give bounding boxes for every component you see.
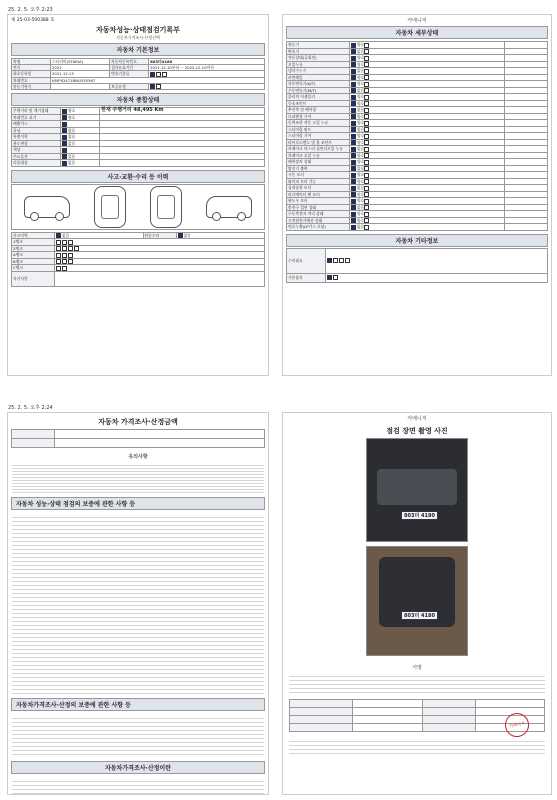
status-label: 양호 bbox=[357, 191, 365, 197]
row-label: 최초등록일 bbox=[12, 71, 51, 78]
detail-item-label: 동력조향 작동 오일 누유 bbox=[287, 120, 350, 127]
checkbox[interactable] bbox=[364, 95, 369, 100]
checkbox[interactable] bbox=[333, 275, 338, 280]
record-subtitle: 자동차가격조사·산정선택 bbox=[116, 35, 160, 40]
checkbox[interactable] bbox=[162, 72, 167, 77]
status-label: 양호 bbox=[357, 211, 365, 216]
checkbox[interactable] bbox=[68, 259, 73, 264]
checkbox[interactable] bbox=[339, 258, 344, 263]
checkbox[interactable] bbox=[150, 72, 155, 77]
row-label: 차대번호 bbox=[12, 77, 51, 83]
inspection-record-page2 bbox=[282, 14, 552, 376]
checkbox[interactable] bbox=[364, 101, 369, 106]
detail-item-label: 구동축전지 격리 상태 bbox=[287, 211, 350, 218]
row-label: 특기사항 bbox=[12, 271, 55, 286]
mark-label: 없음 bbox=[183, 232, 191, 238]
plate-front: 803더 4180 bbox=[401, 511, 438, 520]
checkbox[interactable] bbox=[333, 258, 338, 263]
blank-cell bbox=[55, 430, 265, 439]
checkbox[interactable] bbox=[351, 186, 356, 191]
section-overall: 자동차 종합상태 bbox=[11, 93, 265, 106]
mark-label: 없음 bbox=[68, 134, 76, 139]
checkbox[interactable] bbox=[62, 109, 67, 114]
status-label: 양호 bbox=[357, 159, 365, 164]
checkbox[interactable] bbox=[62, 115, 67, 120]
section-price-definition: 자동차가격조사·산정이란 bbox=[11, 761, 265, 774]
checkbox[interactable] bbox=[364, 69, 369, 74]
plate-rear: 803더 4180 bbox=[401, 611, 438, 620]
mileage-label: 현재 주행거리 bbox=[101, 107, 132, 114]
blank-cell bbox=[12, 430, 55, 439]
row-label: 배출가스 bbox=[12, 121, 61, 128]
checkbox[interactable] bbox=[156, 72, 161, 77]
detail-item-label: 등속조인트 bbox=[287, 100, 350, 107]
status-label: 양호 bbox=[357, 74, 365, 80]
row-label: 2랭크 bbox=[12, 245, 55, 252]
checkbox[interactable] bbox=[62, 122, 67, 127]
blank-cell bbox=[422, 724, 475, 732]
first-reg-value: 2021.12.13 bbox=[51, 71, 110, 78]
checkbox[interactable] bbox=[327, 275, 332, 280]
checkbox[interactable] bbox=[364, 199, 369, 204]
status-label: 양호 bbox=[357, 217, 365, 223]
doc-number: 제 25-03-500388 호 bbox=[11, 18, 55, 23]
checkbox[interactable] bbox=[364, 108, 369, 113]
checkbox[interactable] bbox=[351, 212, 356, 217]
status-label: 양호 bbox=[357, 113, 365, 119]
grille-shape bbox=[377, 469, 457, 505]
mark-label: 양호 bbox=[68, 108, 76, 113]
checkbox[interactable] bbox=[56, 259, 61, 264]
row-label: C랭크 bbox=[12, 265, 55, 272]
status-label: 양호 bbox=[357, 81, 365, 86]
row-label: 용도변경 bbox=[12, 140, 61, 147]
footer-text bbox=[289, 738, 545, 756]
checkbox[interactable] bbox=[364, 173, 369, 178]
status-label: 없음 bbox=[357, 185, 365, 190]
rear-photo bbox=[366, 546, 468, 656]
blank-cell bbox=[353, 716, 423, 724]
checkbox[interactable] bbox=[62, 259, 67, 264]
status-label: 양호 bbox=[357, 198, 365, 203]
mileage-value: 48,495 Km bbox=[133, 107, 164, 114]
status-label: 양호 bbox=[357, 55, 365, 60]
notice-text bbox=[12, 463, 264, 493]
checkbox[interactable] bbox=[351, 108, 356, 113]
blank-cell bbox=[353, 700, 423, 708]
checkbox[interactable] bbox=[364, 62, 369, 67]
detail-table bbox=[286, 41, 548, 231]
row-label: 주요옵션 bbox=[12, 153, 61, 160]
price-warranty-text bbox=[12, 715, 264, 757]
status-label: 없음 bbox=[357, 224, 365, 229]
blank-cell bbox=[422, 716, 475, 724]
status-label: 양호 bbox=[357, 61, 365, 67]
sign-title: 서명 bbox=[412, 665, 422, 671]
car-side-icon bbox=[24, 196, 70, 218]
checkbox[interactable] bbox=[351, 218, 356, 223]
row-label: 리콜대상 bbox=[12, 160, 61, 167]
basic-info-table bbox=[11, 58, 265, 90]
notice-page bbox=[7, 412, 269, 795]
timestamp-bottom: 25. 2. 5. 오후 2:24 bbox=[8, 405, 53, 411]
checkbox[interactable] bbox=[351, 225, 356, 230]
status-label: 없음 bbox=[357, 126, 365, 132]
car-side-icon bbox=[206, 196, 252, 218]
row-label: 특별이력 bbox=[12, 134, 61, 141]
mark-label: 없음 bbox=[62, 232, 70, 238]
row-label: A랭크 bbox=[12, 252, 55, 259]
section-price-warranty: 자동차가격조사·산정의 보증에 관한 사항 등 bbox=[11, 698, 265, 711]
checkbox[interactable] bbox=[351, 82, 356, 87]
blank-cell bbox=[290, 716, 353, 724]
detail-item-label: 스티어링 기어 bbox=[287, 133, 350, 140]
row-label: 자동차등록번호 bbox=[110, 59, 149, 65]
detail-item-label: 연료누출(LP가스 포함) bbox=[287, 224, 350, 231]
row-label: 단순수리 bbox=[143, 232, 176, 239]
checkbox[interactable] bbox=[364, 88, 369, 93]
detail-item-label: 고전원전기배선 상태 bbox=[287, 217, 350, 224]
checkbox[interactable] bbox=[364, 56, 369, 61]
checkbox[interactable] bbox=[56, 240, 61, 245]
checkbox[interactable] bbox=[351, 205, 356, 210]
status-label: 없음 bbox=[357, 68, 365, 73]
checkbox[interactable] bbox=[364, 140, 369, 145]
checkbox[interactable] bbox=[351, 160, 356, 165]
detail-item-label: 타이로드엔드 및 볼 조인트 bbox=[287, 139, 350, 146]
checkbox[interactable] bbox=[351, 95, 356, 100]
front-photo bbox=[366, 438, 468, 542]
detail-item-label: 추진축 및 베어링 bbox=[287, 107, 350, 114]
status-label: 없음 bbox=[357, 107, 365, 112]
section-warranty: 자동차 성능·상태 점검의 보증에 관한 사항 등 bbox=[11, 497, 265, 510]
checkbox[interactable] bbox=[62, 128, 67, 133]
checkbox[interactable] bbox=[364, 179, 369, 184]
status-label: 양호 bbox=[357, 172, 365, 177]
plate-value: 803더4180 bbox=[149, 59, 265, 65]
blank-cell bbox=[55, 271, 265, 286]
checkbox[interactable] bbox=[364, 186, 369, 191]
notice-title: 유의사항 bbox=[128, 454, 148, 460]
status-label: 양호 bbox=[357, 42, 365, 47]
status-label: 없음 bbox=[357, 146, 365, 151]
mark-label: 있음 bbox=[68, 153, 76, 159]
checkbox[interactable] bbox=[68, 240, 73, 245]
row-label: 차대번호 표기 bbox=[12, 114, 61, 121]
other-table bbox=[286, 248, 548, 283]
checkbox[interactable] bbox=[74, 246, 79, 251]
checkbox[interactable] bbox=[364, 212, 369, 217]
checkbox[interactable] bbox=[364, 49, 369, 54]
warranty-checks bbox=[149, 83, 265, 90]
checkbox[interactable] bbox=[364, 43, 369, 48]
timestamp-top: 25. 2. 5. 오후 2:23 bbox=[8, 7, 53, 13]
status-label: 양호 bbox=[357, 120, 365, 125]
checkbox[interactable] bbox=[351, 192, 356, 197]
row-label: 수리필요 bbox=[287, 248, 326, 273]
checkbox[interactable] bbox=[62, 253, 67, 258]
checkbox[interactable] bbox=[351, 166, 356, 171]
overall-table bbox=[11, 107, 265, 167]
checkbox[interactable] bbox=[56, 246, 61, 251]
checkbox[interactable] bbox=[364, 127, 369, 132]
blank-cell bbox=[290, 700, 353, 708]
checkbox[interactable] bbox=[351, 199, 356, 204]
blank-cell bbox=[290, 708, 353, 716]
checkbox[interactable] bbox=[351, 101, 356, 106]
blank-cell bbox=[100, 160, 265, 167]
detail-item-label: 스티어링 펌프 bbox=[287, 126, 350, 133]
row-label: 보증유형 bbox=[110, 83, 149, 90]
detail-item-label: 브레이크 마스터 실린더오일 누유 bbox=[287, 146, 350, 153]
detail-item-label: 시동 모터 bbox=[287, 172, 350, 179]
detail-item-label: 변속기 bbox=[287, 48, 350, 55]
blank-cell bbox=[475, 700, 545, 708]
company-stamp: 카매니저 bbox=[503, 711, 531, 739]
checkbox[interactable] bbox=[364, 160, 369, 165]
checkbox[interactable] bbox=[364, 147, 369, 152]
car-top-icon bbox=[94, 186, 126, 228]
detail-item-label: 오일누유 bbox=[287, 61, 350, 68]
checkbox[interactable] bbox=[178, 233, 183, 238]
detail-item-label: 수동변속기(M/T) bbox=[287, 87, 350, 94]
section-basic-info: 자동차 기본정보 bbox=[11, 43, 265, 56]
section-detail: 자동차 세부상태 bbox=[286, 26, 548, 39]
status-label: 양호 bbox=[357, 152, 365, 158]
checkbox[interactable] bbox=[364, 153, 369, 158]
checkbox[interactable] bbox=[62, 135, 67, 140]
mark-label: 없음 bbox=[68, 140, 76, 146]
detail-row bbox=[287, 224, 548, 231]
checkbox[interactable] bbox=[351, 49, 356, 54]
checkbox[interactable] bbox=[62, 141, 67, 146]
blank-cell bbox=[422, 700, 475, 708]
checkbox[interactable] bbox=[68, 246, 73, 251]
sign-text bbox=[289, 673, 545, 695]
checkbox[interactable] bbox=[364, 192, 369, 197]
detail-item-label: 발전기 출력 bbox=[287, 165, 350, 172]
photo-page bbox=[282, 412, 552, 795]
checkbox[interactable] bbox=[351, 75, 356, 80]
row-label: 변속기종류 bbox=[110, 71, 149, 78]
status-label: 없음 bbox=[357, 87, 365, 93]
row-label: 색상 bbox=[12, 147, 61, 154]
car-bottom-icon bbox=[150, 186, 182, 228]
checkbox[interactable] bbox=[351, 179, 356, 184]
accident-table bbox=[11, 232, 265, 287]
blank-cell bbox=[505, 224, 548, 231]
detail-item-label: 배력장치 상태 bbox=[287, 159, 350, 166]
vin-value: KMFYD471BNU035367 bbox=[51, 77, 265, 83]
definition-text bbox=[12, 778, 264, 795]
checkbox[interactable] bbox=[364, 205, 369, 210]
detail-status bbox=[350, 224, 505, 231]
status-label: 없음 bbox=[357, 204, 365, 210]
checkbox[interactable] bbox=[351, 88, 356, 93]
engine-type-value bbox=[51, 83, 110, 90]
detail-item-label: 라디에이터 팬 모터 bbox=[287, 191, 350, 198]
inspection-record-page1 bbox=[7, 14, 269, 376]
status-label: 양호 bbox=[357, 133, 365, 138]
mark-label: 없음 bbox=[68, 160, 76, 165]
price-title: 자동차 가격조사·산정금액 bbox=[98, 418, 178, 426]
checkbox[interactable] bbox=[364, 218, 369, 223]
row-label: 기본품목 bbox=[287, 273, 326, 282]
checkbox[interactable] bbox=[62, 154, 67, 159]
blank-cell bbox=[290, 724, 353, 732]
section-accident: 사고·교환·수리 등 이력 bbox=[11, 170, 265, 183]
checkbox[interactable] bbox=[351, 134, 356, 139]
detail-item-label: 충전구 절연 상태 bbox=[287, 204, 350, 211]
year-value: 2022 bbox=[51, 65, 110, 71]
checkbox[interactable] bbox=[62, 161, 67, 166]
brand-title: 카매니저 bbox=[407, 416, 427, 422]
status-label: 양호 bbox=[357, 178, 365, 184]
checkbox[interactable] bbox=[68, 253, 73, 258]
checkbox[interactable] bbox=[351, 153, 356, 158]
wheel-icon bbox=[55, 212, 64, 221]
section-other: 자동차 기타정보 bbox=[286, 234, 548, 247]
detail-item-label: 실내송풍 모터 bbox=[287, 185, 350, 192]
detail-item-label: 디퍼렌셜 기어 bbox=[287, 113, 350, 120]
row-label: 차명 bbox=[12, 59, 51, 65]
detail-item-label: 냉각수누수 bbox=[287, 68, 350, 75]
checkbox[interactable] bbox=[351, 140, 356, 145]
blank-cell bbox=[326, 248, 548, 273]
detail-item-label: 브레이크 오일 누유 bbox=[287, 152, 350, 159]
checkbox[interactable] bbox=[62, 240, 67, 245]
row-label: 원동기형식 bbox=[12, 83, 51, 90]
checkbox[interactable] bbox=[56, 253, 61, 258]
checkbox[interactable] bbox=[351, 121, 356, 126]
checkbox[interactable] bbox=[364, 134, 369, 139]
checkbox[interactable] bbox=[351, 43, 356, 48]
record-title: 자동차성능·상태점검기록부 bbox=[96, 26, 180, 34]
row-label: 사고이력 bbox=[12, 232, 55, 239]
photo-title: 점검 장면 촬영 사진 bbox=[386, 427, 448, 435]
blank-cell bbox=[422, 708, 475, 716]
checkbox[interactable] bbox=[364, 82, 369, 87]
mark-cell bbox=[61, 160, 100, 167]
status-label: 없음 bbox=[357, 48, 365, 54]
blank-cell bbox=[353, 708, 423, 716]
model-value: 스타리아(STARIA) bbox=[51, 59, 110, 65]
row-label: B랭크 bbox=[12, 258, 55, 265]
wheel-icon bbox=[212, 212, 221, 221]
detail-item-label: 커먼레일 bbox=[287, 74, 350, 81]
checkbox[interactable] bbox=[351, 127, 356, 132]
wheel-icon bbox=[30, 212, 39, 221]
valid-value: 2021.12.10부터 ~ 2022.12.10까지 bbox=[149, 65, 265, 71]
checkbox[interactable] bbox=[364, 75, 369, 80]
detail-item-label: 클러치 어셈블리 bbox=[287, 94, 350, 101]
blank-cell bbox=[12, 439, 55, 448]
row-label: 연식 bbox=[12, 65, 51, 71]
checkbox[interactable] bbox=[351, 147, 356, 152]
brand-title: 카매니저 bbox=[407, 18, 427, 24]
status-label: 양호 bbox=[357, 94, 365, 99]
detail-item-label: 윈도우 모터 bbox=[287, 198, 350, 205]
checkbox[interactable] bbox=[62, 246, 67, 251]
status-label: 없음 bbox=[357, 165, 365, 171]
checkbox[interactable] bbox=[351, 69, 356, 74]
checkbox[interactable] bbox=[351, 173, 356, 178]
mark-label: 양호 bbox=[68, 114, 76, 120]
blank-cell bbox=[55, 439, 265, 448]
status-label: 양호 bbox=[357, 139, 365, 145]
row-label: 검사유효기간 bbox=[110, 65, 149, 71]
warranty-text bbox=[12, 514, 264, 694]
checkbox[interactable] bbox=[364, 225, 369, 230]
detail-item-label: 자동변속기(A/T) bbox=[287, 81, 350, 88]
checkbox[interactable] bbox=[62, 148, 67, 153]
checkbox[interactable] bbox=[56, 266, 61, 271]
checkbox[interactable] bbox=[351, 114, 356, 119]
mark-label: 없음 bbox=[68, 127, 76, 133]
checkbox[interactable] bbox=[351, 62, 356, 67]
checkbox[interactable] bbox=[327, 258, 332, 263]
checkbox[interactable] bbox=[56, 233, 61, 238]
detail-item-label: 작동상태(공회전) bbox=[287, 55, 350, 62]
checkbox[interactable] bbox=[364, 121, 369, 126]
row-label: 주행거리 및 계기상태 bbox=[12, 108, 61, 115]
checkbox[interactable] bbox=[345, 258, 350, 263]
checkbox[interactable] bbox=[150, 84, 155, 89]
blank-cell bbox=[326, 273, 548, 282]
row-label: 1랭크 bbox=[12, 239, 55, 246]
detail-item-label: 원동기 bbox=[287, 42, 350, 49]
checkbox[interactable] bbox=[351, 56, 356, 61]
checkbox[interactable] bbox=[62, 266, 67, 271]
checkbox[interactable] bbox=[364, 166, 369, 171]
status-label: 양호 bbox=[357, 100, 365, 106]
detail-item-label: 와이퍼 모터 기능 bbox=[287, 178, 350, 185]
wheel-icon bbox=[237, 212, 246, 221]
checkbox[interactable] bbox=[364, 114, 369, 119]
row-label: 튜닝 bbox=[12, 127, 61, 134]
car-diagram bbox=[11, 184, 265, 230]
blank-cell bbox=[353, 724, 423, 732]
price-table bbox=[11, 429, 265, 448]
checkbox[interactable] bbox=[156, 84, 161, 89]
